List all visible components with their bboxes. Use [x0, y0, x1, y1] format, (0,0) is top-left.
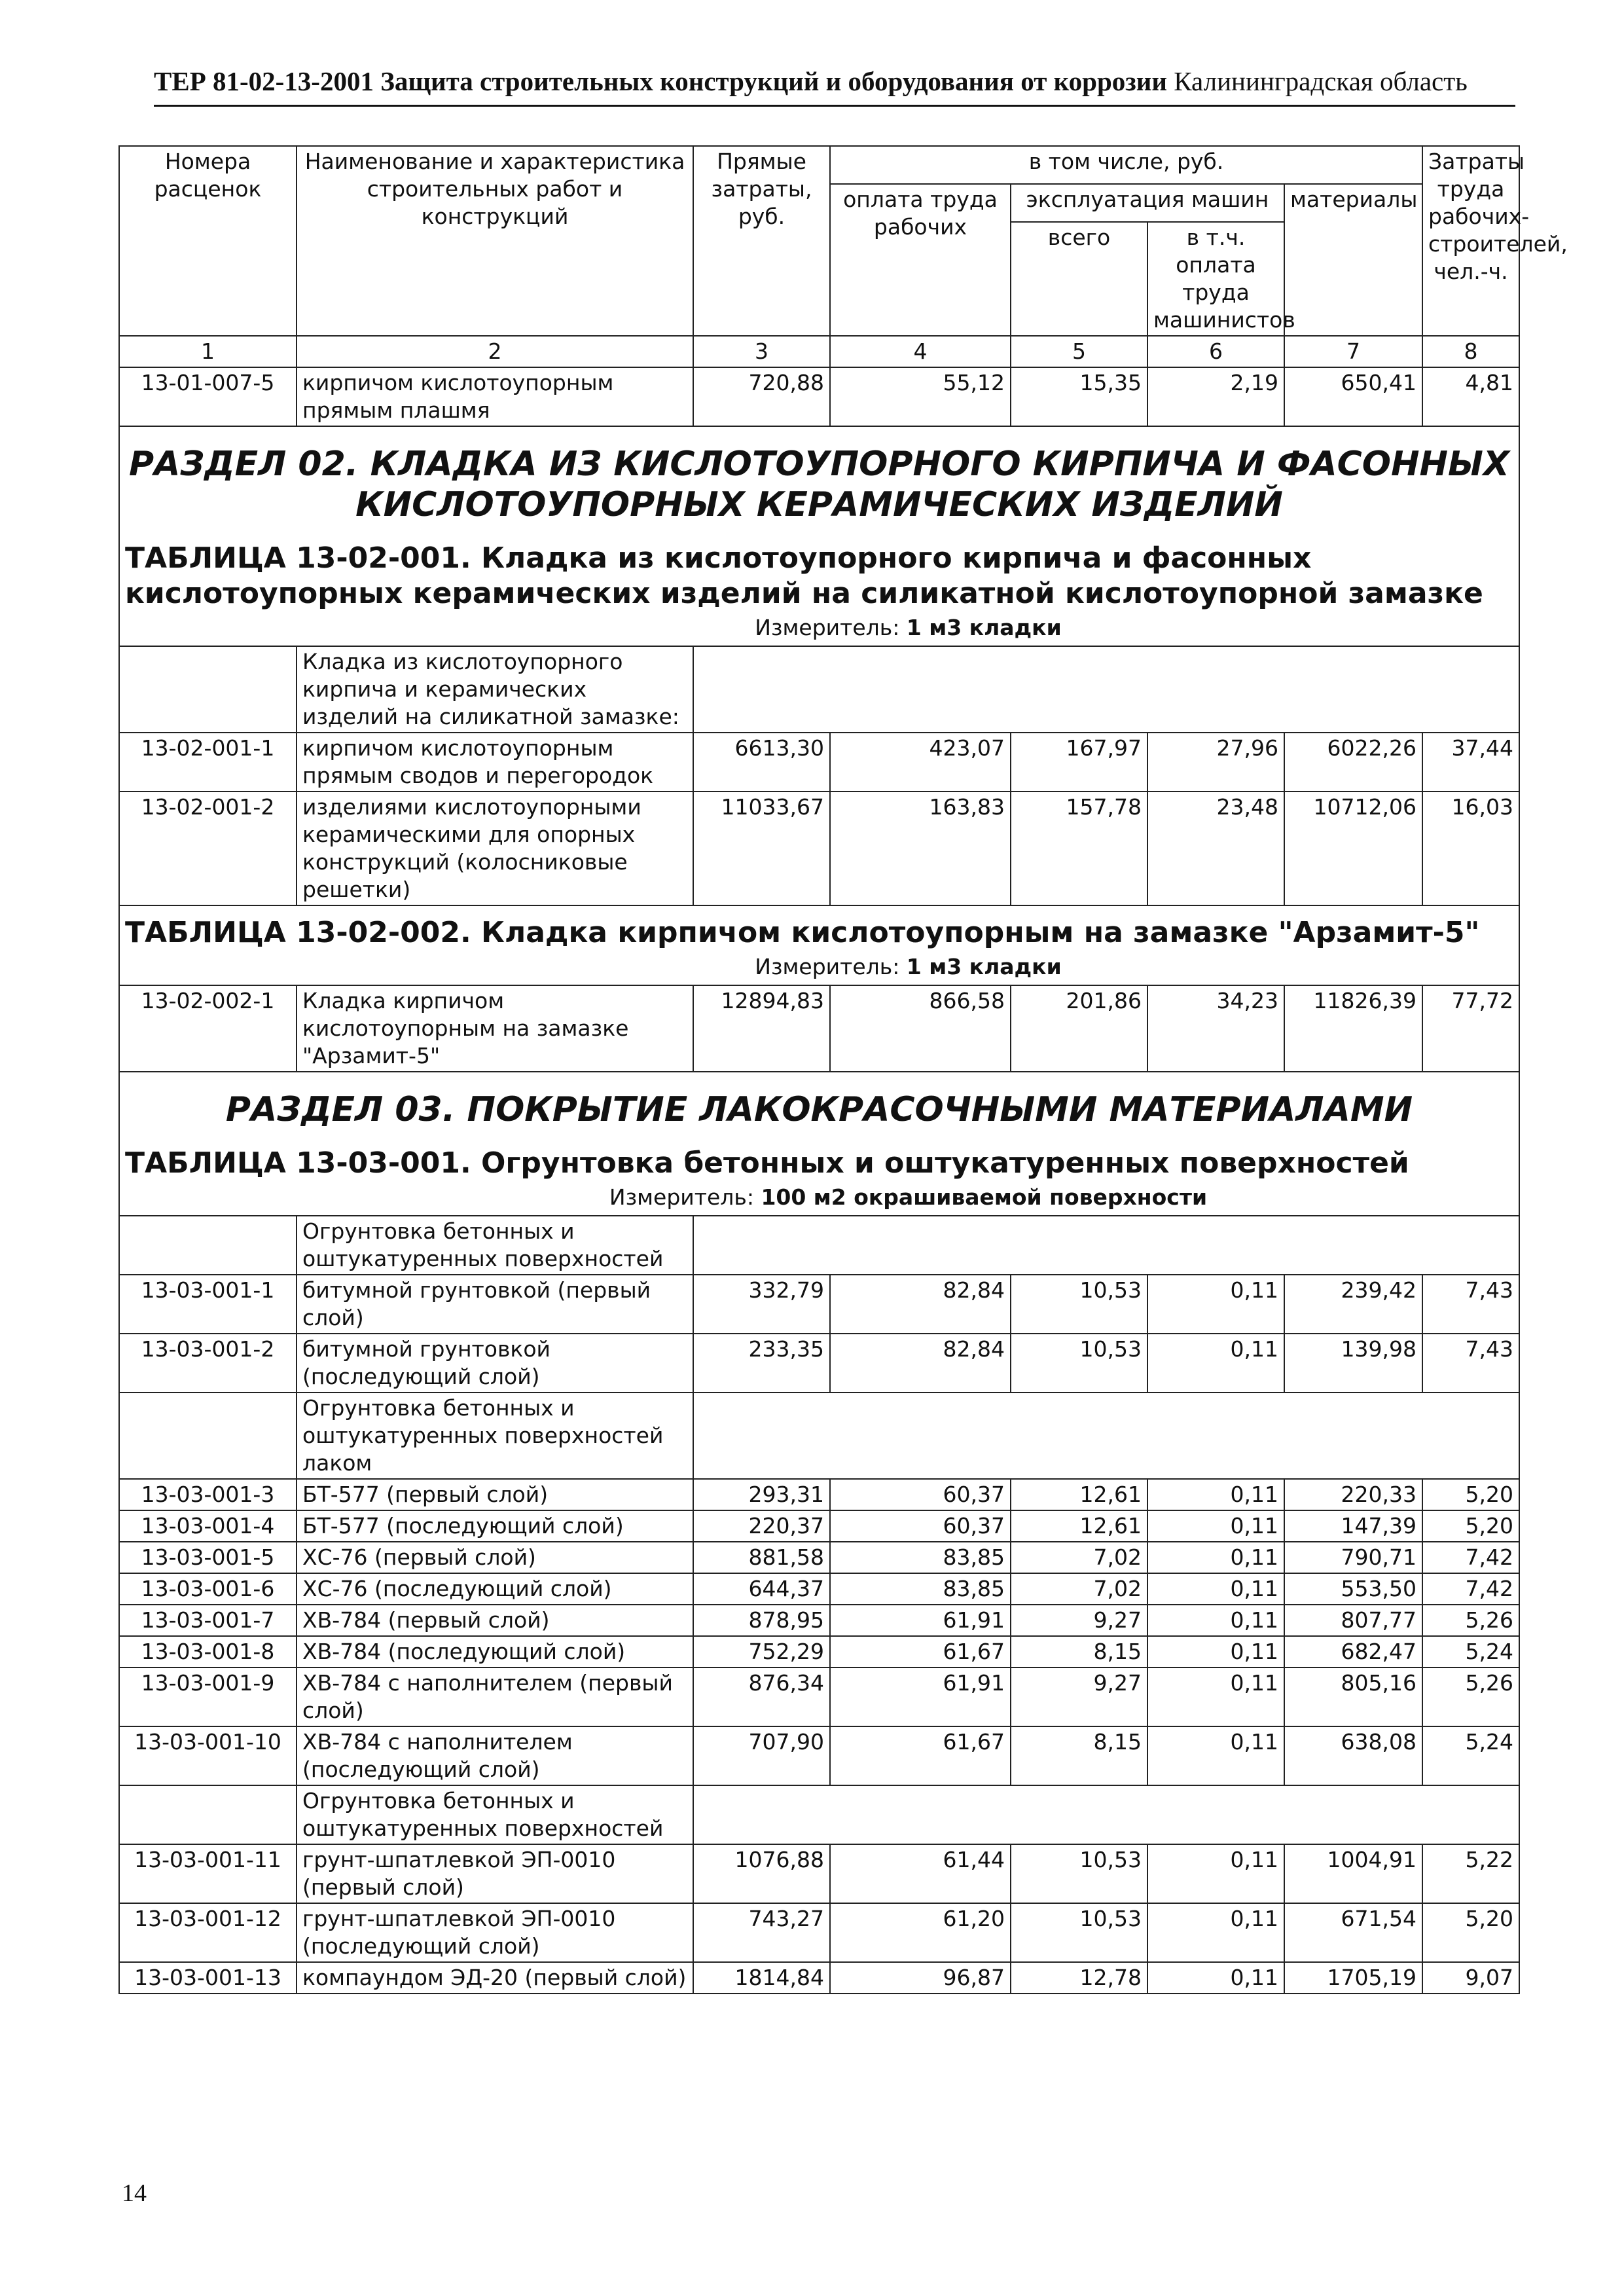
cell-materials: 1705,19 — [1284, 1962, 1422, 1994]
table-row — [119, 1667, 1519, 1726]
cell-machines: 8,15 — [1011, 1636, 1147, 1667]
cell-materials: 10712,06 — [1284, 792, 1422, 905]
cell-name: БТ-577 (первый слой) — [297, 1479, 693, 1510]
cell-labor: 866,58 — [830, 985, 1011, 1072]
cell-labor: 82,84 — [830, 1275, 1011, 1334]
cell-machines: 10,53 — [1011, 1334, 1147, 1393]
table-title: ТАБЛИЦА 13-02-001. Кладка из кислотоупорного кирпича и фасонных кислотоупорных керамических изделий на силикатной кислотоупорной замазке — [125, 541, 1483, 610]
table-row — [119, 733, 1519, 792]
cell-machinist: 2,19 — [1147, 367, 1284, 426]
cell-code: 13-02-001-2 — [119, 792, 297, 905]
cell-hours: 5,26 — [1422, 1667, 1519, 1726]
group-values-empty — [693, 646, 1519, 733]
page-number: 14 — [122, 2179, 147, 2207]
cell-code: 13-02-002-1 — [119, 985, 297, 1072]
cell-materials: 638,08 — [1284, 1726, 1422, 1785]
col-header-materials: материалы — [1284, 184, 1422, 336]
cell-labor: 61,67 — [830, 1636, 1011, 1667]
cell-direct: 876,34 — [693, 1667, 830, 1726]
cell-machinist: 0,11 — [1147, 1667, 1284, 1726]
cell-name: БТ-577 (последующий слой) — [297, 1510, 693, 1542]
region: Калининградская область — [1174, 66, 1468, 96]
cell-machinist: 0,11 — [1147, 1334, 1284, 1393]
group-row — [119, 1393, 1519, 1479]
cell-code: 13-02-001-1 — [119, 733, 297, 792]
table-row — [119, 1275, 1519, 1334]
group-code-empty — [119, 1393, 297, 1479]
measure-label: Измеритель: — [609, 1184, 754, 1210]
cell-code: 13-03-001-10 — [119, 1726, 297, 1785]
table-row — [119, 1636, 1519, 1667]
cell-labor: 82,84 — [830, 1334, 1011, 1393]
group-label: Огрунтовка бетонных и оштукатуренных поверхностей — [297, 1216, 693, 1275]
col-number: 7 — [1284, 336, 1422, 367]
col-header-hours: Затраты труда рабочих-строителей, чел.-ч. — [1422, 146, 1519, 336]
cell-code: 13-03-001-9 — [119, 1667, 297, 1726]
cell-name: ХВ-784 (первый слой) — [297, 1605, 693, 1636]
col-header-incl: в том числе, руб. — [830, 146, 1422, 184]
group-code-empty — [119, 646, 297, 733]
cell-materials: 6022,26 — [1284, 733, 1422, 792]
cell-machines: 9,27 — [1011, 1605, 1147, 1636]
cell-machinist: 0,11 — [1147, 1605, 1284, 1636]
cell-code: 13-03-001-2 — [119, 1334, 297, 1393]
cell-hours: 7,43 — [1422, 1334, 1519, 1393]
cell-materials: 220,33 — [1284, 1479, 1422, 1510]
cell-direct: 881,58 — [693, 1542, 830, 1573]
cell-code: 13-03-001-5 — [119, 1542, 297, 1573]
cell-machines: 167,97 — [1011, 733, 1147, 792]
cell-machinist: 0,11 — [1147, 1844, 1284, 1903]
col-number: 3 — [693, 336, 830, 367]
cell-direct: 707,90 — [693, 1726, 830, 1785]
group-values-empty — [693, 1216, 1519, 1275]
cell-code: 13-01-007-5 — [119, 367, 297, 426]
col-header-name: Наименование и характеристика строительных работ и конструкций — [297, 146, 693, 336]
cell-code: 13-03-001-7 — [119, 1605, 297, 1636]
cell-machines: 10,53 — [1011, 1903, 1147, 1962]
cell-machines: 7,02 — [1011, 1573, 1147, 1605]
cell-labor: 83,85 — [830, 1573, 1011, 1605]
table-row — [119, 1726, 1519, 1785]
measure-value: 100 м2 окрашиваемой поверхности — [761, 1184, 1208, 1210]
cell-hours: 5,22 — [1422, 1844, 1519, 1903]
table-title: ТАБЛИЦА 13-02-002. Кладка кирпичом кислотоупорным на замазке "Арзамит-5" — [125, 916, 1480, 949]
cell-machinist: 0,11 — [1147, 1510, 1284, 1542]
cell-materials: 239,42 — [1284, 1275, 1422, 1334]
col-header-code: Номера расценок — [119, 146, 297, 336]
cell-direct: 752,29 — [693, 1636, 830, 1667]
col-number: 2 — [297, 336, 693, 367]
cell-direct: 1814,84 — [693, 1962, 830, 1994]
cell-code: 13-03-001-8 — [119, 1636, 297, 1667]
cell-name: ХС-76 (последующий слой) — [297, 1573, 693, 1605]
table-row — [119, 985, 1519, 1072]
group-row — [119, 1785, 1519, 1844]
group-label: Огрунтовка бетонных и оштукатуренных поверхностей лаком — [297, 1393, 693, 1479]
cell-hours: 5,20 — [1422, 1479, 1519, 1510]
cell-machinist: 34,23 — [1147, 985, 1284, 1072]
section-header-row — [119, 426, 1519, 646]
table-row — [119, 1844, 1519, 1903]
cell-labor: 96,87 — [830, 1962, 1011, 1994]
cell-machines: 10,53 — [1011, 1275, 1147, 1334]
cell-name: ХВ-784 с наполнителем (последующий слой) — [297, 1726, 693, 1785]
cell-labor: 61,44 — [830, 1844, 1011, 1903]
cell-name: битумной грунтовкой (первый слой) — [297, 1275, 693, 1334]
measure — [120, 1184, 1519, 1215]
table-row — [119, 1903, 1519, 1962]
cell-materials: 650,41 — [1284, 367, 1422, 426]
cell-code: 13-03-001-11 — [119, 1844, 297, 1903]
cell-labor: 61,67 — [830, 1726, 1011, 1785]
cell-machines: 201,86 — [1011, 985, 1147, 1072]
table-title: ТАБЛИЦА 13-03-001. Огрунтовка бетонных и оштукатуренных поверхностей — [125, 1146, 1409, 1180]
cell-machinist: 0,11 — [1147, 1542, 1284, 1573]
table-row — [119, 1605, 1519, 1636]
cell-materials: 682,47 — [1284, 1636, 1422, 1667]
cell-materials: 790,71 — [1284, 1542, 1422, 1573]
group-code-empty — [119, 1785, 297, 1844]
cell-labor: 55,12 — [830, 367, 1011, 426]
cell-name: кирпичом кислотоупорным прямым сводов и перегородок — [297, 733, 693, 792]
col-number: 1 — [119, 336, 297, 367]
cell-machines: 9,27 — [1011, 1667, 1147, 1726]
cell-machinist: 0,11 — [1147, 1573, 1284, 1605]
cell-direct: 233,35 — [693, 1334, 830, 1393]
group-code-empty — [119, 1216, 297, 1275]
cell-machines: 10,53 — [1011, 1844, 1147, 1903]
cell-machinist: 27,96 — [1147, 733, 1284, 792]
col-number: 5 — [1011, 336, 1147, 367]
col-header-machinist: в т.ч. оплата труда машинистов — [1147, 222, 1284, 336]
col-header-labor: оплата труда рабочих — [830, 184, 1011, 336]
cell-hours: 7,42 — [1422, 1573, 1519, 1605]
cell-name: грунт-шпатлевкой ЭП-0010 (последующий слой) — [297, 1903, 693, 1962]
cell-code: 13-03-001-4 — [119, 1510, 297, 1542]
cell-name: ХВ-784 (последующий слой) — [297, 1636, 693, 1667]
cell-materials: 1004,91 — [1284, 1844, 1422, 1903]
table-header-row — [119, 905, 1519, 985]
col-header-total: всего — [1011, 222, 1147, 336]
cell-direct: 878,95 — [693, 1605, 830, 1636]
measure — [120, 953, 1519, 985]
cell-machines: 7,02 — [1011, 1542, 1147, 1573]
cell-direct: 720,88 — [693, 367, 830, 426]
running-header — [154, 65, 1515, 107]
rates-table — [118, 145, 1568, 1994]
table-row — [119, 792, 1519, 905]
cell-materials: 671,54 — [1284, 1903, 1422, 1962]
cell-machinist: 0,11 — [1147, 1726, 1284, 1785]
cell-materials: 805,16 — [1284, 1667, 1422, 1726]
cell-machines: 8,15 — [1011, 1726, 1147, 1785]
cell-direct: 743,27 — [693, 1903, 830, 1962]
cell-name: компаундом ЭД-20 (первый слой) — [297, 1962, 693, 1994]
measure-label: Измеритель: — [755, 954, 900, 979]
table-row — [119, 1510, 1519, 1542]
cell-name: кирпичом кислотоупорным прямым плашмя — [297, 367, 693, 426]
cell-labor: 163,83 — [830, 792, 1011, 905]
section-title: РАЗДЕЛ 03. ПОКРЫТИЕ ЛАКОКРАСОЧНЫМИ МАТЕРИАЛАМИ — [225, 1090, 1413, 1129]
col-header-direct: Прямые затраты, руб. — [693, 146, 830, 336]
group-values-empty — [693, 1785, 1519, 1844]
cell-code: 13-03-001-12 — [119, 1903, 297, 1962]
col-header-machines: эксплуатация машин — [1011, 184, 1284, 222]
cell-name: грунт-шпатлевкой ЭП-0010 (первый слой) — [297, 1844, 693, 1903]
cell-machines: 12,61 — [1011, 1510, 1147, 1542]
group-values-empty — [693, 1393, 1519, 1479]
cell-hours: 5,26 — [1422, 1605, 1519, 1636]
cell-machinist: 23,48 — [1147, 792, 1284, 905]
col-number: 6 — [1147, 336, 1284, 367]
section-header-row — [119, 1072, 1519, 1216]
group-row — [119, 646, 1519, 733]
col-number: 8 — [1422, 336, 1519, 367]
cell-direct: 1076,88 — [693, 1844, 830, 1903]
cell-code: 13-03-001-3 — [119, 1479, 297, 1510]
table-row — [119, 1573, 1519, 1605]
measure-value: 1 м3 кладки — [906, 954, 1062, 979]
cell-name: изделиями кислотоупорными керамическими для опорных конструкций (колосниковые решетки) — [297, 792, 693, 905]
cell-direct: 293,31 — [693, 1479, 830, 1510]
cell-code: 13-03-001-6 — [119, 1573, 297, 1605]
table-row — [119, 1542, 1519, 1573]
cell-labor: 83,85 — [830, 1542, 1011, 1573]
cell-materials: 553,50 — [1284, 1573, 1422, 1605]
cell-hours: 7,42 — [1422, 1542, 1519, 1573]
table-row — [119, 1334, 1519, 1393]
measure-label: Измеритель: — [755, 615, 900, 640]
table-row — [119, 367, 1519, 426]
cell-materials: 139,98 — [1284, 1334, 1422, 1393]
cell-machinist: 0,11 — [1147, 1636, 1284, 1667]
measure-value: 1 м3 кладки — [906, 615, 1062, 640]
cell-name: битумной грунтовкой (последующий слой) — [297, 1334, 693, 1393]
cell-machines: 12,78 — [1011, 1962, 1147, 1994]
cell-hours: 37,44 — [1422, 733, 1519, 792]
cell-direct: 12894,83 — [693, 985, 830, 1072]
cell-name: ХС-76 (первый слой) — [297, 1542, 693, 1573]
cell-machines: 157,78 — [1011, 792, 1147, 905]
cell-hours: 77,72 — [1422, 985, 1519, 1072]
cell-code: 13-03-001-1 — [119, 1275, 297, 1334]
cell-hours: 5,24 — [1422, 1726, 1519, 1785]
cell-direct: 220,37 — [693, 1510, 830, 1542]
table-row — [119, 1479, 1519, 1510]
cell-machinist: 0,11 — [1147, 1479, 1284, 1510]
cell-machinist: 0,11 — [1147, 1962, 1284, 1994]
cell-direct: 11033,67 — [693, 792, 830, 905]
cell-labor: 61,91 — [830, 1605, 1011, 1636]
cell-direct: 332,79 — [693, 1275, 830, 1334]
cell-direct: 644,37 — [693, 1573, 830, 1605]
cell-hours: 4,81 — [1422, 367, 1519, 426]
cell-machinist: 0,11 — [1147, 1903, 1284, 1962]
cell-labor: 60,37 — [830, 1479, 1011, 1510]
cell-hours: 16,03 — [1422, 792, 1519, 905]
cell-labor: 423,07 — [830, 733, 1011, 792]
cell-machinist: 0,11 — [1147, 1275, 1284, 1334]
cell-materials: 147,39 — [1284, 1510, 1422, 1542]
group-row — [119, 1216, 1519, 1275]
cell-hours: 5,20 — [1422, 1903, 1519, 1962]
cell-materials: 11826,39 — [1284, 985, 1422, 1072]
document-code: ТЕР 81-02-13-2001 Защита строительных конструкций и оборудования от коррозии — [154, 66, 1167, 96]
col-number: 4 — [830, 336, 1011, 367]
cell-materials: 807,77 — [1284, 1605, 1422, 1636]
cell-hours: 5,20 — [1422, 1510, 1519, 1542]
cell-name: ХВ-784 с наполнителем (первый слой) — [297, 1667, 693, 1726]
measure — [120, 614, 1519, 646]
group-label: Огрунтовка бетонных и оштукатуренных поверхностей — [297, 1785, 693, 1844]
cell-labor: 61,20 — [830, 1903, 1011, 1962]
section-title: РАЗДЕЛ 02. КЛАДКА ИЗ КИСЛОТОУПОРНОГО КИРПИЧА И ФАСОННЫХ КИСЛОТОУПОРНЫХ КЕРАМИЧЕСКИХ ИЗДЕЛИЙ — [128, 445, 1510, 524]
cell-labor: 60,37 — [830, 1510, 1011, 1542]
column-numbers-row — [119, 336, 1519, 367]
cell-direct: 6613,30 — [693, 733, 830, 792]
cell-hours: 5,24 — [1422, 1636, 1519, 1667]
cell-labor: 61,91 — [830, 1667, 1011, 1726]
cell-hours: 9,07 — [1422, 1962, 1519, 1994]
cell-code: 13-03-001-13 — [119, 1962, 297, 1994]
cell-name: Кладка кирпичом кислотоупорным на замазке "Арзамит-5" — [297, 985, 693, 1072]
cell-machines: 15,35 — [1011, 367, 1147, 426]
group-label: Кладка из кислотоупорного кирпича и керамических изделий на силикатной замазке: — [297, 646, 693, 733]
cell-hours: 7,43 — [1422, 1275, 1519, 1334]
cell-machines: 12,61 — [1011, 1479, 1147, 1510]
table-row — [119, 1962, 1519, 1994]
